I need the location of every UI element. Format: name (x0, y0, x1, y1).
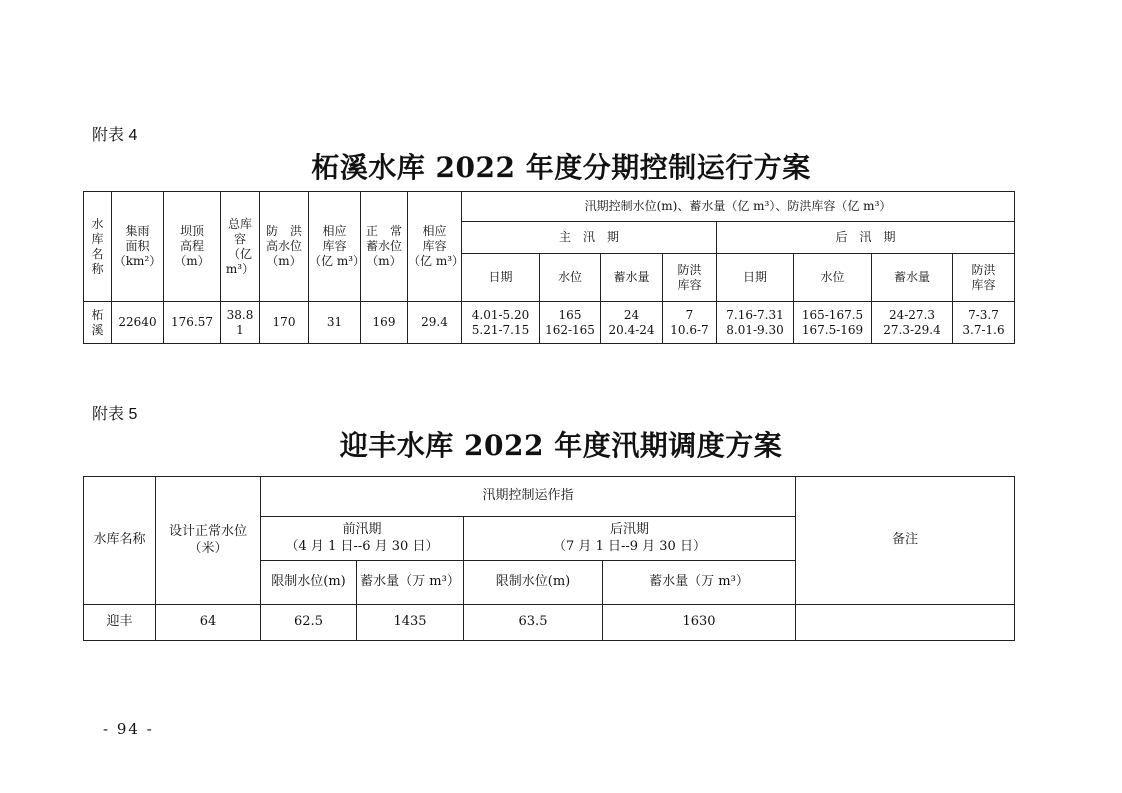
cell-late-limit: 63.5 (464, 605, 603, 641)
table4 (83, 191, 1015, 344)
table5-label: 附表 5 (92, 406, 138, 423)
cell-crest-elevation: 176.57 (164, 302, 221, 344)
header-late-limit-level: 限制水位(m) (464, 561, 603, 605)
header-flood-group: 汛期控制运作指 (261, 477, 796, 517)
header-main-storage: 蓄水量 (601, 254, 663, 302)
cell-corresponding-capacity-1: 31 (309, 302, 361, 344)
header-reservoir-name: 水 库 名 称 (84, 192, 112, 302)
header-late-flood-capacity: 防洪 库容 (953, 254, 1015, 302)
table4-label: 附表 4 (92, 127, 138, 144)
cell-late-dates: 7.16-7.31 8.01-9.30 (717, 302, 794, 344)
table4-title: 柘溪水库 2022 年度分期控制运行方案 (311, 151, 811, 184)
header-corresponding-capacity-2: 相应 库容 （亿 m³） (408, 192, 462, 302)
header-late-date: 日期 (717, 254, 794, 302)
header-remarks: 备注 (796, 477, 1015, 605)
cell-late-storage: 1630 (603, 605, 796, 641)
header-late-flood: 后 汛 期 (717, 222, 1015, 254)
header-catchment-area: 集雨 面积 （km²） (112, 192, 164, 302)
cell-late-flood-capacity: 7-3.7 3.7-1.6 (953, 302, 1015, 344)
cell-late-storage: 24-27.3 27.3-29.4 (872, 302, 953, 344)
cell-name: 柘 溪 (84, 302, 112, 344)
cell-main-dates: 4.01-5.20 5.21-7.15 (462, 302, 540, 344)
header-main-flood-capacity: 防洪 库容 (663, 254, 717, 302)
header-total-capacity: 总库 容 （亿 m³） (221, 192, 260, 302)
table5-title: 迎丰水库 2022 年度汛期调度方案 (339, 429, 783, 462)
header-early-limit-level: 限制水位(m) (261, 561, 357, 605)
header-main-date: 日期 (462, 254, 540, 302)
cell-main-flood-capacity: 7 10.6-7 (663, 302, 717, 344)
cell-early-limit: 62.5 (261, 605, 357, 641)
cell-main-storage: 24 20.4-24 (601, 302, 663, 344)
header-late-storage: 蓄水量（万 m³） (603, 561, 796, 605)
table5 (83, 476, 1015, 641)
page-number: - 94 - (103, 720, 154, 738)
header-crest-elevation: 坝顶 高程 （m） (164, 192, 221, 302)
cell-main-levels: 165 162-165 (540, 302, 601, 344)
header-late-flood: 后汛期 （7 月 1 日--9 月 30 日） (464, 517, 796, 561)
header-corresponding-capacity-1: 相应 库容 （亿 m³） (309, 192, 361, 302)
header-late-storage: 蓄水量 (872, 254, 953, 302)
header-late-water-level: 水位 (794, 254, 872, 302)
table-row (84, 605, 1015, 641)
header-design-level: 设计正常水位 （米） (156, 477, 261, 605)
header-flood-control-level: 防 洪 高水位 （m） (260, 192, 309, 302)
header-reservoir-name: 水库名称 (84, 477, 156, 605)
cell-flood-control-level: 170 (260, 302, 309, 344)
header-main-water-level: 水位 (540, 254, 601, 302)
cell-normal-level: 169 (361, 302, 408, 344)
cell-total-capacity: 38.8 1 (221, 302, 260, 344)
cell-name: 迎丰 (84, 605, 156, 641)
cell-early-storage: 1435 (357, 605, 464, 641)
table-row (84, 302, 1015, 344)
header-flood-group: 汛期控制水位(m)、蓄水量（亿 m³）、防洪库容（亿 m³） (462, 192, 1015, 222)
header-early-flood: 前汛期 （4 月 1 日--6 月 30 日） (261, 517, 464, 561)
cell-corresponding-capacity-2: 29.4 (408, 302, 462, 344)
cell-remarks (796, 605, 1015, 641)
cell-catchment-area: 22640 (112, 302, 164, 344)
cell-late-levels: 165-167.5 167.5-169 (794, 302, 872, 344)
cell-design-level: 64 (156, 605, 261, 641)
header-early-storage: 蓄水量（万 m³） (357, 561, 464, 605)
header-main-flood: 主 汛 期 (462, 222, 717, 254)
header-normal-level: 正 常 蓄水位 （m） (361, 192, 408, 302)
